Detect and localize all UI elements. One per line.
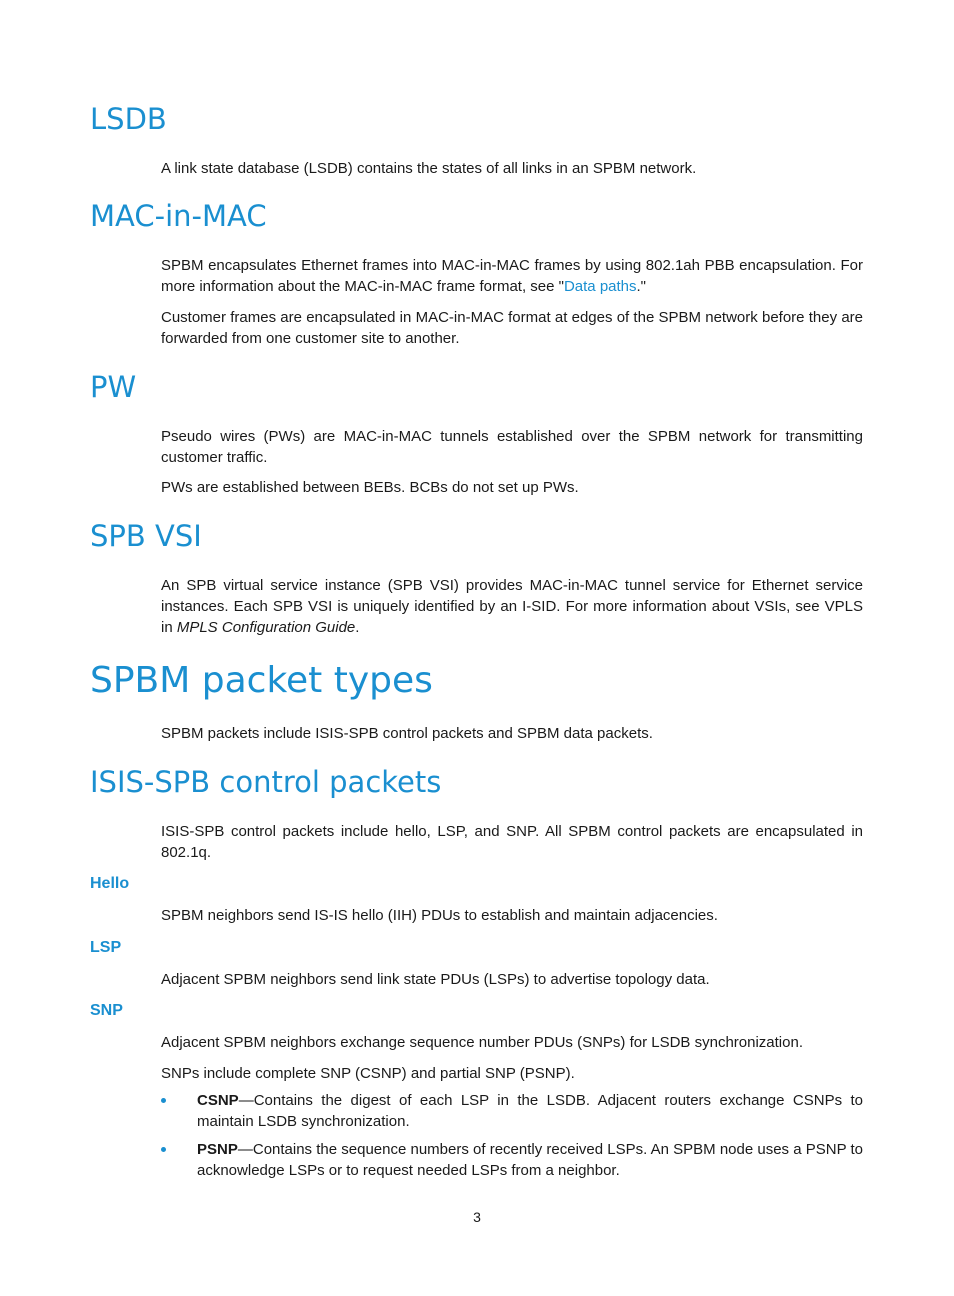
heading-hello: Hello [90,875,130,892]
bullet-term: PSNP [197,1141,238,1158]
bullet-text [197,1090,863,1132]
paragraph-pw-1: Pseudo wires (PWs) are MAC-in-MAC tunnels established over the SPBM network for transmitting customer traffic. [161,428,863,466]
paragraph-mac-in-mac-1 [161,255,863,297]
bullet-icon [161,1098,166,1103]
paragraph-hello: SPBM neighbors send IS-IS hello (IIH) PDUs to establish and maintain adjacencies. [161,907,718,924]
heading-isis-spb-control-packets: ISIS-SPB control packets [90,765,442,799]
bullet-term: CSNP [197,1092,239,1109]
bullet-icon [161,1147,166,1152]
data-paths-link[interactable]: Data paths [563,278,637,295]
page-number: 3 [473,1209,481,1225]
paragraph-mac-in-mac-2: Customer frames are encapsulated in MAC-in-MAC format at edges of the SPBM network before they are forwarded from one customer site to another. [161,309,863,347]
paragraph-text: . [355,619,360,636]
paragraph-spb-vsi [161,575,863,638]
bullet-text [197,1139,863,1181]
heading-lsdb: LSDB [90,102,167,136]
paragraph-snp-1: Adjacent SPBM neighbors exchange sequence number PDUs (SNPs) for LSDB synchronization. [161,1034,803,1051]
heading-pw: PW [90,370,137,404]
heading-mac-in-mac: MAC-in-MAC [90,199,267,233]
heading-spb-vsi: SPB VSI [90,519,202,553]
heading-lsp: LSP [90,939,122,956]
heading-snp: SNP [90,1002,123,1019]
paragraph-pw-2: PWs are established between BEBs. BCBs do not set up PWs. [161,479,579,496]
bullet-description: —Contains the sequence numbers of recently received LSPs. An SPBM node uses a PSNP to acknowledge LSPs or to request needed LSPs from a neighbor. [197,1141,863,1179]
paragraph-text: ." [636,278,647,295]
list-item-csnp [161,1090,863,1132]
paragraph-lsdb: A link state database (LSDB) contains the states of all links in an SPBM network. [161,160,697,177]
paragraph-isis-spb: ISIS-SPB control packets include hello, LSP, and SNP. All SPBM control packets are encapsulated in 802.1q. [161,823,863,861]
list-item-psnp [161,1139,863,1181]
paragraph-lsp: Adjacent SPBM neighbors send link state PDUs (LSPs) to advertise topology data. [161,971,710,988]
paragraph-text: SPBM encapsulates Ethernet frames into MAC-in-MAC frames by using 802.1ah PBB encapsulation. For more information about the MAC-in-MAC frame format, see " [161,257,863,295]
heading-spbm-packet-types: SPBM packet types [90,660,433,701]
guide-title: MPLS Configuration Guide [176,619,356,636]
paragraph-packet-types: SPBM packets include ISIS-SPB control packets and SPBM data packets. [161,725,653,742]
bullet-description: —Contains the digest of each LSP in the LSDB. Adjacent routers exchange CSNPs to maintain LSDB synchronization. [197,1092,863,1130]
paragraph-text: An SPB virtual service instance (SPB VSI) provides MAC-in-MAC tunnel service for Ethernet service instances. Each SPB VSI is uniquely identified by an I-SID. For more information about VSIs, see VPLS in [161,577,863,636]
paragraph-snp-2: SNPs include complete SNP (CSNP) and partial SNP (PSNP). [161,1065,575,1082]
